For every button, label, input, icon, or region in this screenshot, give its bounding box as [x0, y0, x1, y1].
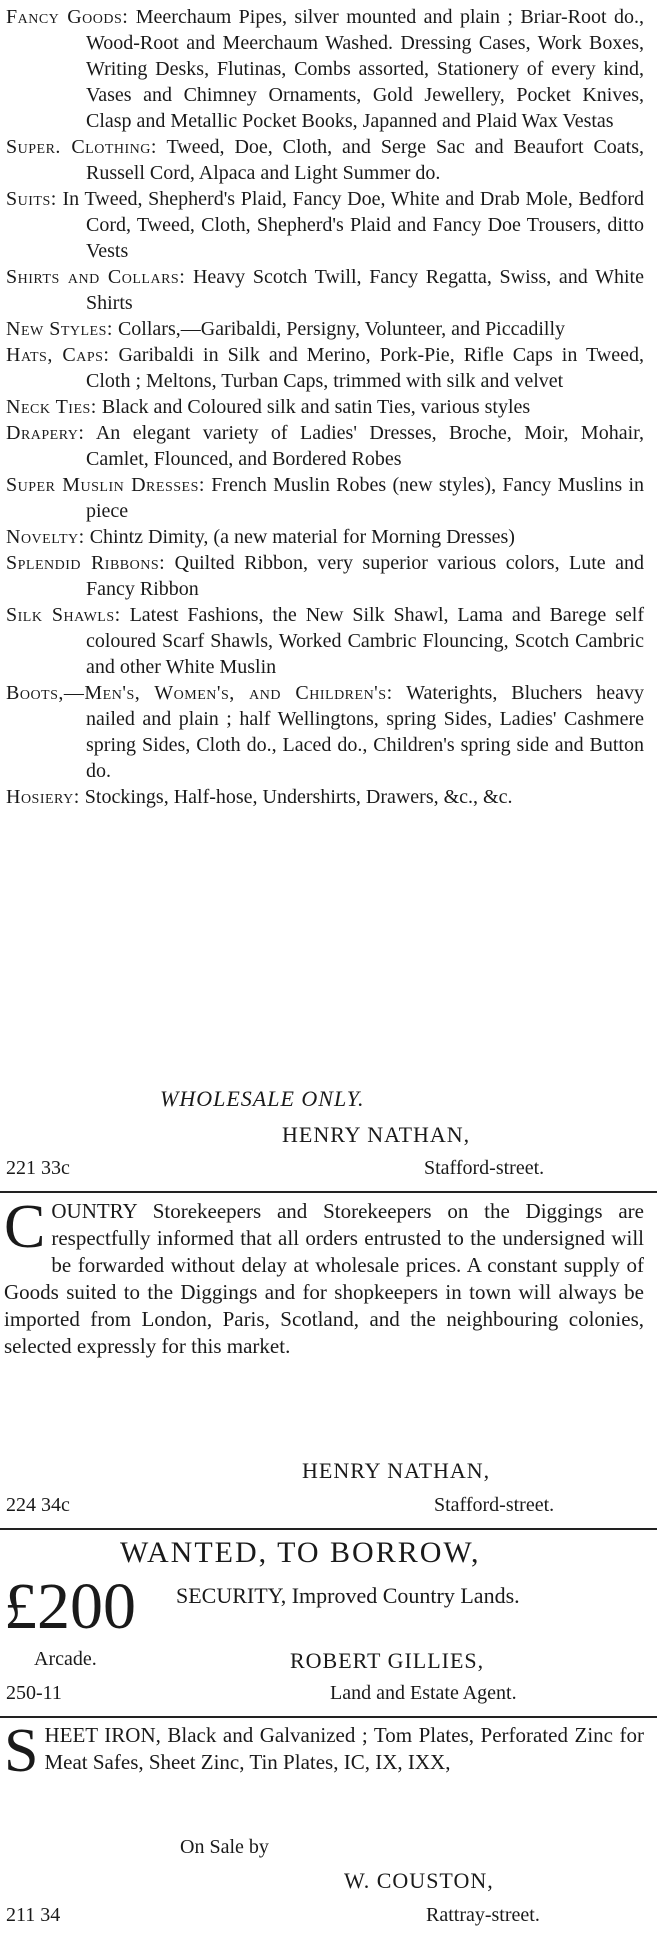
ad4-signature-name: W. COUSTON,: [344, 1868, 494, 1893]
entry-novelty: Novelty: Chintz Dimity, (a new material for Morning Dresses): [6, 526, 515, 548]
ad3-role: Land and Estate Agent.: [330, 1682, 517, 1704]
ad3-reference: 250-11: [6, 1682, 62, 1704]
ad-henry-nathan-goods: [4, 4, 644, 810]
entry-hats-caps: Hats, Caps: Garibaldi in Silk and Merino, Pork-Pie, Rifle Caps in Tweed, Cloth ; Meltons, Turban Caps, trimmed with silk and velvet: [6, 344, 645, 392]
entry-drapery: Drapery: An elegant variety of Ladies' Dresses, Broche, Moir, Mohair, Camlet, Flounced, and Bordered Robes: [6, 422, 644, 470]
entry-ribbons: Splendid Ribbons: Quilted Ribbon, very superior various colors, Lute and Fancy Ribbon: [6, 552, 645, 600]
divider-rule: [0, 1191, 657, 1193]
ad3-signature-name: ROBERT GILLIES,: [290, 1648, 485, 1673]
entry-hosiery: Hosiery: Stockings, Half-hose, Undershirts, Drawers, &c., &c.: [6, 786, 513, 808]
entry-fancy-goods: Fancy Goods: Meerchaum Pipes, silver mounted and plain ; Briar-Root do., Wood-Root and Meerchaum Washed. Dressing Cases, Work Boxes, Writing Desks, Flutinas, Combs assorted, Stationery of every kind, Vases and Chimney Ornaments, Gold Jewellery, Pocket Knives, Clasp and Metallic Pocket Books, Japanned and Plaid Wax Vestas: [6, 6, 644, 132]
entry-shirts-collars: Shirts and Collars: Heavy Scotch Twill, Fancy Regatta, Swiss, and White Shirts: [6, 266, 644, 314]
entry-neck-ties: Neck Ties: Black and Coloured silk and satin Ties, various styles: [6, 396, 531, 418]
ad3-amount: £200: [4, 1570, 136, 1643]
ad3-title: WANTED, TO BORROW,: [120, 1536, 481, 1569]
entry-muslin-dresses: Super Muslin Dresses: French Muslin Robes (new styles), Fancy Muslins in piece: [6, 474, 645, 522]
ad4-drop-cap: S: [4, 1717, 39, 1785]
ad2-body: COUNTRY Storekeepers and Storekeepers on the Diggings are respectfully informed that all orders entrusted to the undersigned will be forwarded without delay at wholesale prices. A constant supply of Goods suited to the Diggings and for shopkeepers in town will always be imported from London, Paris, Scotland, and the neighbouring colonies, selected expressly for this market.: [4, 1193, 644, 1358]
ad4-body: SHEET IRON, Black and Galvanized ; Tom Plates, Perforated Zinc for Meat Safes, Sheet Zinc, Tin Plates, IC, IX, IXX,: [4, 1717, 644, 1785]
ad1-signature-name: HENRY NATHAN,: [282, 1122, 471, 1147]
entry-silk-shawls: Silk Shawls: Latest Fashions, the New Silk Shawl, Lama and Barege self coloured Scarf Shawls, Worked Cambric Flouncing, Scotch Cambric and other White Muslin: [6, 604, 645, 678]
divider-rule: [0, 1716, 657, 1718]
wholesale-only-notice: WHOLESALE ONLY.: [160, 1086, 365, 1111]
ad2-signature-name: HENRY NATHAN,: [302, 1458, 491, 1483]
entry-new-styles: New Styles: Collars,—Garibaldi, Persigny, Volunteer, and Piccadilly: [6, 318, 566, 340]
ad4-address: Rattray-street.: [426, 1904, 540, 1926]
ad-sheet-iron: [4, 1717, 644, 1785]
ad-country-storekeepers: [4, 1193, 644, 1360]
ad2-reference: 224 34c: [6, 1494, 70, 1516]
ad3-place: Arcade.: [34, 1648, 97, 1670]
ad2-drop-cap: C: [4, 1193, 46, 1261]
divider-rule: [0, 1528, 657, 1530]
entry-boots: Boots,—Men's, Women's, and Children's: Waterights, Bluchers heavy nailed and plain ; half Wellingtons, spring Sides, Ladies' Cashmere spring Sides, Cloth do., Laced do., Children's spring side and Button do.: [6, 682, 644, 782]
ad3-security: SECURITY, Improved Country Lands.: [176, 1583, 520, 1608]
entry-suits: Suits: In Tweed, Shepherd's Plaid, Fancy Doe, White and Drab Mole, Bedford Cord, Tweed, Cloth, Shepherd's Plaid and Fancy Doe Trousers, ditto Vests: [6, 188, 644, 262]
ad1-address: Stafford-street.: [424, 1157, 545, 1179]
ad4-reference: 211 34: [6, 1904, 61, 1926]
ad2-address: Stafford-street.: [434, 1494, 555, 1516]
ad1-reference: 221 33c: [6, 1157, 70, 1179]
entry-super-clothing: Super. Clothing: Tweed, Doe, Cloth, and Serge Sac and Beaufort Coats, Russell Cord, Alpaca and Light Summer do.: [6, 136, 644, 184]
ad4-on-sale: On Sale by: [180, 1836, 269, 1858]
